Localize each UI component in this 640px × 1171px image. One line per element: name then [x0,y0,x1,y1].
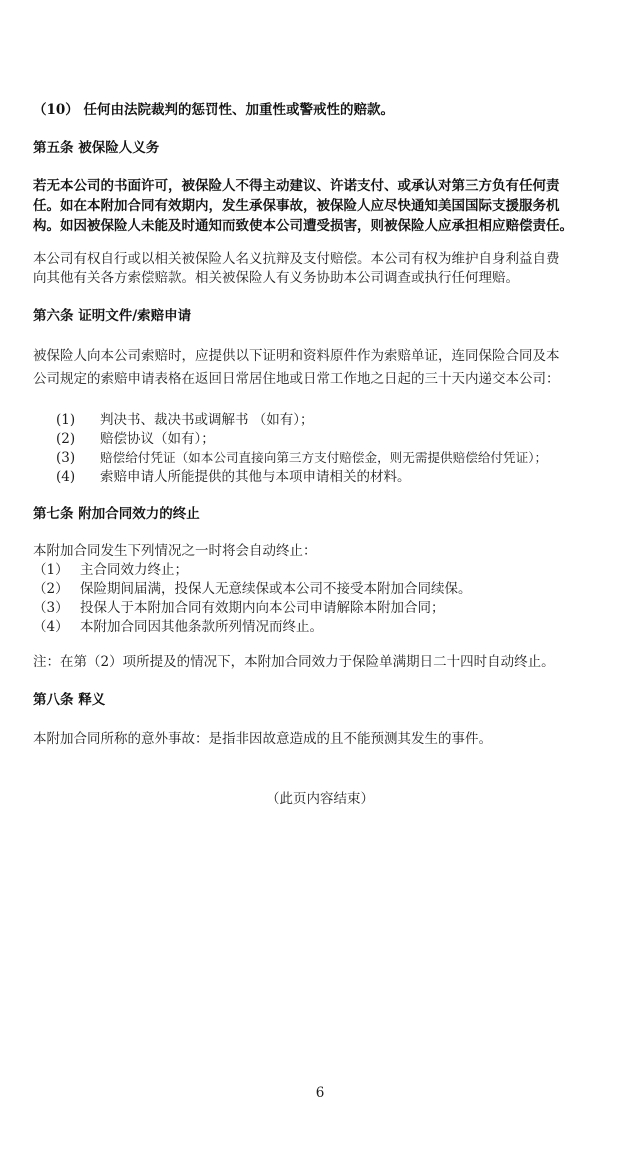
section-7-item-2-text: 保险期间届满，投保人无意续保或本公司不接受本附加合同续保。 [80,581,472,597]
section-7-item-3-number: （3） [33,600,69,616]
section-7-item-1-number: （1） [33,562,69,578]
section-8-title: 第八条 释义 [33,692,106,708]
section-7-item-4-text: 本附加合同因其他条款所列情况而终止。 [80,619,323,635]
section-7-item-4-number: （4） [33,619,69,635]
section-7-note: 注：在第（2）项所提及的情况下，本附加合同效力于保险单满期日二十四时自动终止。 [33,654,555,670]
section-5-bold-line-3: 构。如因被保险人未能及时通知而致使本公司遭受损害，则被保险人应承担相应赔偿责任。 [33,218,573,234]
section-6-item-4-text: 索赔申请人所能提供的其他与本项申请相关的材料。 [100,469,411,485]
clause-10: （10） 任何由法院裁判的惩罚性、加重性或警戒性的赔款。 [33,102,394,118]
section-7-item-3-text: 投保人于本附加合同有效期内向本公司申请解除本附加合同； [80,600,445,616]
section-6-item-1-number: (1) [56,412,76,428]
section-6-item-3-number: (3) [56,450,76,466]
section-7-item-1-text: 主合同效力终止； [80,562,188,578]
section-7-item-2-number: （2） [33,581,69,597]
section-6-item-1-text: 判决书、裁决书或调解书 （如有）； [100,412,314,428]
section-6-item-2-number: (2) [56,431,76,447]
section-5-bold-line-1: 若无本公司的书面许可，被保险人不得主动建议、许诺支付、或承认对第三方负有任何责 [33,178,560,194]
end-of-page-note: （此页内容结束） [266,791,374,807]
page-number: 6 [315,1085,325,1101]
section-5-line-2: 向其他有关各方索偿赔款。相关被保险人有义务协助本公司调查或执行任何理赔。 [33,270,519,286]
section-5-line-1: 本公司有权自行或以相关被保险人名义抗辩及支付赔偿。本公司有权为维护自身利益自费 [33,251,560,267]
section-7-intro: 本附加合同发生下列情况之一时将会自动终止： [33,543,317,559]
section-8-text: 本附加合同所称的意外事故：是指非因故意造成的且不能预测其发生的事件。 [33,731,492,747]
section-5-title: 第五条 被保险人义务 [33,140,160,156]
section-6-item-4-number: (4) [56,469,76,485]
section-7-title: 第七条 附加合同效力的终止 [33,506,200,522]
section-6-line-2: 公司规定的索赔申请表格在返回日常居住地或日常工作地之日起的三十天内递交本公司： [33,371,560,387]
section-6-item-3-text: 赔偿给付凭证（如本公司直接向第三方支付赔偿金，则无需提供赔偿给付凭证）； [100,450,548,465]
section-6-title: 第六条 证明文件/索赔申请 [33,308,192,324]
section-5-bold-line-2: 任。如在本附加合同有效期内，发生承保事故，被保险人应尽快通知美国国际支援服务机 [33,198,560,214]
section-6-item-2-text: 赔偿协议（如有）； [100,431,215,447]
section-6-line-1: 被保险人向本公司索赔时，应提供以下证明和资料原件作为索赔单证，连同保险合同及本 [33,348,560,364]
